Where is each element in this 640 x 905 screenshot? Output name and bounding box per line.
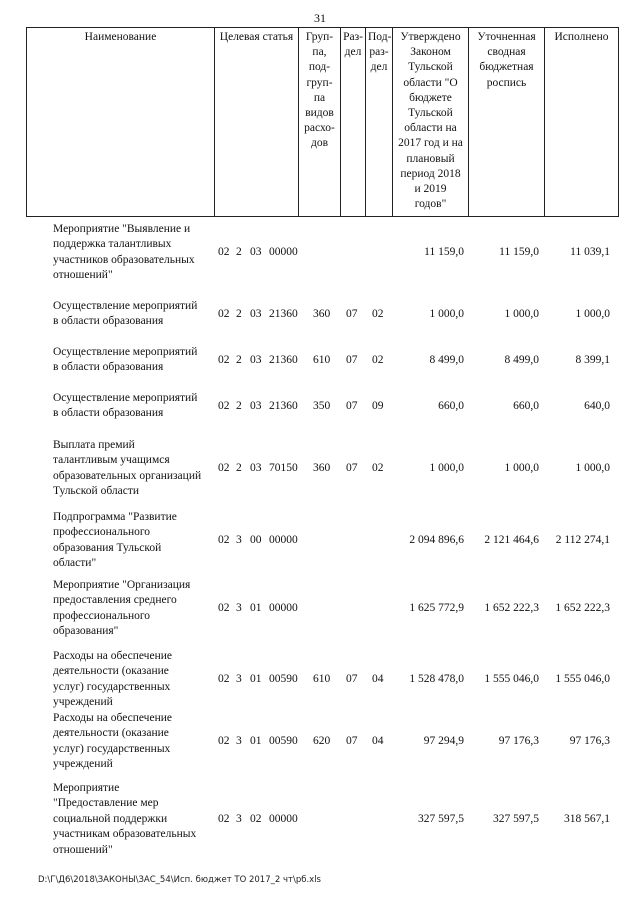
target-program: 02 [218,735,230,747]
row-name: Мероприятие "Выявление и поддержка талантливых участников образовательных отношений" [53,223,195,282]
expense-type: 620 [313,735,331,747]
section-code: 07 [346,308,358,320]
approved-value: 2 094 896,6 [409,534,464,546]
specified-value: 8 499,0 [504,354,539,366]
table-header [26,27,619,217]
target-direction: 00000 [269,246,298,258]
header-subsection: Под- раз- дел [366,28,393,217]
specified-value: 1 000,0 [504,462,539,474]
expense-type: 610 [313,673,331,685]
row-name: Осуществление мероприятий в области образования [53,300,198,328]
row-name: Осуществление мероприятий в области образования [53,346,198,374]
header-target: Целевая статья [215,28,299,217]
subsection-code: 04 [372,673,384,685]
section-code: 07 [346,400,358,412]
executed-value: 640,0 [584,400,610,412]
section-code: 07 [346,673,358,685]
approved-value: 1 625 772,9 [409,602,464,614]
target-program: 02 [218,462,230,474]
target-direction: 21360 [269,354,298,366]
target-program: 02 [218,813,230,825]
target-subprogram: 3 [236,813,242,825]
executed-value: 1 000,0 [575,462,610,474]
executed-value: 318 567,1 [564,813,610,825]
target-program: 02 [218,673,230,685]
expense-type: 350 [313,400,331,412]
section-code: 07 [346,462,358,474]
header-specified: Уточненная сводная бюджетная роспись [469,28,545,217]
target-event: 01 [250,673,262,685]
row-name: Расходы на обеспечение деятельности (оказание услуг) государственных учреждений [53,650,172,709]
target-program: 02 [218,602,230,614]
header-group: Груп- па, под- груп- па видов расхо- дов [299,28,341,217]
target-event: 00 [250,534,262,546]
section-code: 07 [346,354,358,366]
footer-file-path: D:\Г\Д6\2018\ЗАКОНЫ\ЗАС_54\Исп. бюджет ТО 2017_2 чт\рб.xls [38,875,321,885]
specified-value: 327 597,5 [493,813,539,825]
target-program: 02 [218,534,230,546]
target-event: 01 [250,735,262,747]
header-executed: Исполнено [545,28,619,217]
executed-value: 1 555 046,0 [555,673,610,685]
target-direction: 00000 [269,534,298,546]
page-number: 31 [314,11,326,25]
executed-value: 1 000,0 [575,308,610,320]
target-event: 03 [250,354,262,366]
executed-value: 8 399,1 [575,354,610,366]
approved-value: 660,0 [438,400,464,412]
target-subprogram: 2 [236,354,242,366]
approved-value: 8 499,0 [429,354,464,366]
target-subprogram: 2 [236,308,242,320]
row-name: Мероприятие "Организация предоставления среднего профессионального образования" [53,579,191,638]
row-name: Расходы на обеспечение деятельности (оказание услуг) государственных учреждений [53,712,172,771]
approved-value: 11 159,0 [424,246,464,258]
target-subprogram: 3 [236,602,242,614]
row-name: Выплата премий талантливым учащимся образовательных организаций Тульской области [53,439,202,498]
target-direction: 21360 [269,308,298,320]
subsection-code: 02 [372,354,384,366]
target-direction: 00000 [269,602,298,614]
subsection-code: 04 [372,735,384,747]
approved-value: 1 000,0 [429,462,464,474]
row-name: Осуществление мероприятий в области образования [53,392,198,420]
header-approved: Утверждено Законом Тульской области "О бюджете Тульской области на 2017 год и на плановый период 2018 и 2019 годов" [393,28,469,217]
target-subprogram: 2 [236,400,242,412]
target-program: 02 [218,354,230,366]
target-subprogram: 3 [236,673,242,685]
specified-value: 97 176,3 [498,735,539,747]
approved-value: 327 597,5 [418,813,464,825]
target-program: 02 [218,246,230,258]
expense-type: 360 [313,308,331,320]
executed-value: 97 176,3 [569,735,610,747]
specified-value: 2 121 464,6 [484,534,539,546]
target-subprogram: 3 [236,735,242,747]
specified-value: 660,0 [513,400,539,412]
row-name: Мероприятие "Предоставление мер социальной поддержки участникам образовательных отношений" [53,782,197,856]
target-event: 03 [250,462,262,474]
target-subprogram: 2 [236,462,242,474]
row-name: Подпрограмма "Развитие профессионального образования Тульской области" [53,511,177,570]
target-event: 01 [250,602,262,614]
target-direction: 21360 [269,400,298,412]
specified-value: 1 652 222,3 [484,602,539,614]
target-direction: 00590 [269,735,298,747]
target-direction: 00590 [269,673,298,685]
subsection-code: 02 [372,462,384,474]
target-event: 02 [250,813,262,825]
target-event: 03 [250,308,262,320]
target-program: 02 [218,400,230,412]
expense-type: 360 [313,462,331,474]
specified-value: 11 159,0 [499,246,539,258]
approved-value: 1 000,0 [429,308,464,320]
executed-value: 1 652 222,3 [555,602,610,614]
expense-type: 610 [313,354,331,366]
subsection-code: 02 [372,308,384,320]
specified-value: 1 555 046,0 [484,673,539,685]
approved-value: 1 528 478,0 [409,673,464,685]
target-direction: 00000 [269,813,298,825]
target-event: 03 [250,246,262,258]
target-subprogram: 3 [236,534,242,546]
section-code: 07 [346,735,358,747]
specified-value: 1 000,0 [504,308,539,320]
executed-value: 11 039,1 [570,246,610,258]
header-name: Наименование [27,28,215,217]
target-program: 02 [218,308,230,320]
target-direction: 70150 [269,462,298,474]
header-section: Раз- дел [341,28,366,217]
subsection-code: 09 [372,400,384,412]
target-event: 03 [250,400,262,412]
executed-value: 2 112 274,1 [555,534,610,546]
target-subprogram: 2 [236,246,242,258]
approved-value: 97 294,9 [423,735,464,747]
